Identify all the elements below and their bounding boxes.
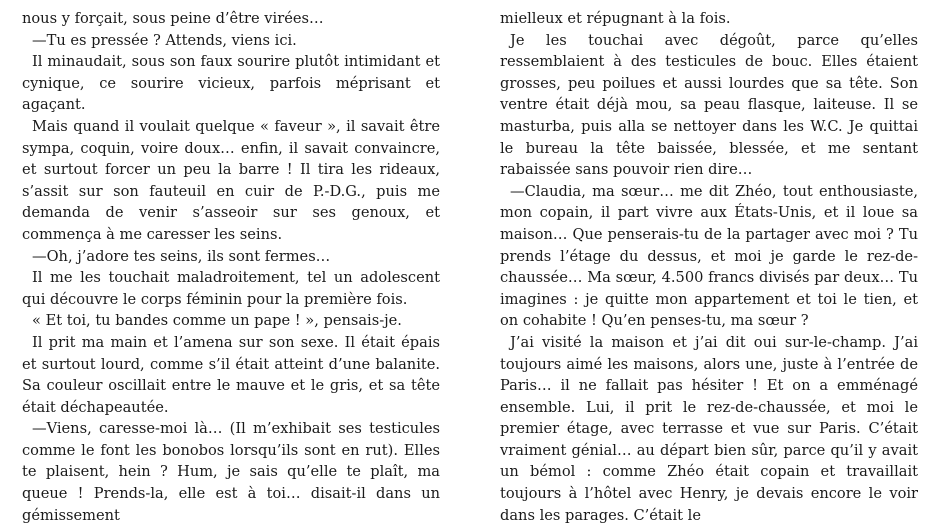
paragraph: —Oh, j’adore tes seins, ils sont fermes… (32, 247, 331, 265)
paragraph: Il prit ma main et l’amena sur son sexe. Il était épais et surtout lourd, comme s’il était atteint d’une balanite. Sa couleur oscillait entre le mauve et le gris, et sa tête était déchapeautée. (22, 333, 440, 416)
paragraph: —Tu es pressée ? Attends, viens ici. (32, 31, 297, 49)
paragraph: nous y forçait, sous peine d’être virées… (22, 10, 324, 27)
paragraph: —Viens, caresse-moi là… (Il m’exhibait ses testicules comme le font les bonobos lorsqu’ils sont en rut). Elles te plaisent, hein ? Hum, je sais qu’elle te plaît, ma queue ! Prends-la, elle est à toi… disait-il dans un gémissement (22, 420, 440, 524)
paragraph: mielleux et répugnant à la fois. (500, 10, 731, 27)
right-column (500, 8, 918, 526)
paragraph: Je les touchai avec dégoût, parce qu’elles ressemblaient à des testicules de bouc. Elles étaient grosses, peu poilues et aussi lourdes que sa tête. Son ventre était déjà mou, sa peau flasque, laiteuse. Il se masturba, puis alla se nettoyer dans les W.C. Je quittai le bureau la tête baissée, blessée, et me sentant rabaissée sans pouvoir rien dire… (500, 31, 918, 179)
paragraph: —Claudia, ma sœur… me dit Zhéo, tout enthousiaste, mon copain, il part vivre aux États-Unis, et il loue sa maison… Que penserais-tu de la partager avec moi ? Tu prends l’étage du dessus, et moi je garde le rez-de-chaussée… Ma sœur, 4.500 francs divisés par deux… Tu imagines : je quitte mon appartement et toi le tien, et on cohabite ! Qu’en penses-tu, ma sœur ? (500, 182, 918, 330)
paragraph: « Et toi, tu bandes comme un pape ! », pensais-je. (32, 312, 402, 330)
paragraph: Il minaudait, sous son faux sourire plutôt intimidant et cynique, ce sourire vicieux, parfois méprisant et agaçant. (22, 53, 440, 114)
paragraph: Mais quand il voulait quelque « faveur », il savait être sympa, coquin, voire doux… enfin, il savait convaincre, et surtout forcer un peu la barre ! Il tira les rideaux, s’assit sur son fauteuil en cuir de P.-D.G., puis me demanda de venir s’asseoir sur ses genoux, et commença à me caresser les seins. (22, 117, 440, 243)
paragraph: Il me les touchait maladroitement, tel un adolescent qui découvre le corps féminin pour la première fois. (22, 269, 440, 308)
left-column (22, 8, 440, 526)
paragraph: J’ai visité la maison et j’ai dit oui sur-le-champ. J’ai toujours aimé les maisons, alors une, juste à l’entrée de Paris… il ne fallait pas hésiter ! Et on a emménagé ensemble. Lui, il prit le rez-de-chaussée, et moi le premier étage, avec terrasse et vue sur Paris. C’était vraiment génial… au départ bien sûr, parce qu’il y avait un bémol : comme Zhéo était copain et travaillait toujours à l’hôtel avec Henry, je devais encore le voir dans les parages. C’était le (500, 333, 918, 524)
